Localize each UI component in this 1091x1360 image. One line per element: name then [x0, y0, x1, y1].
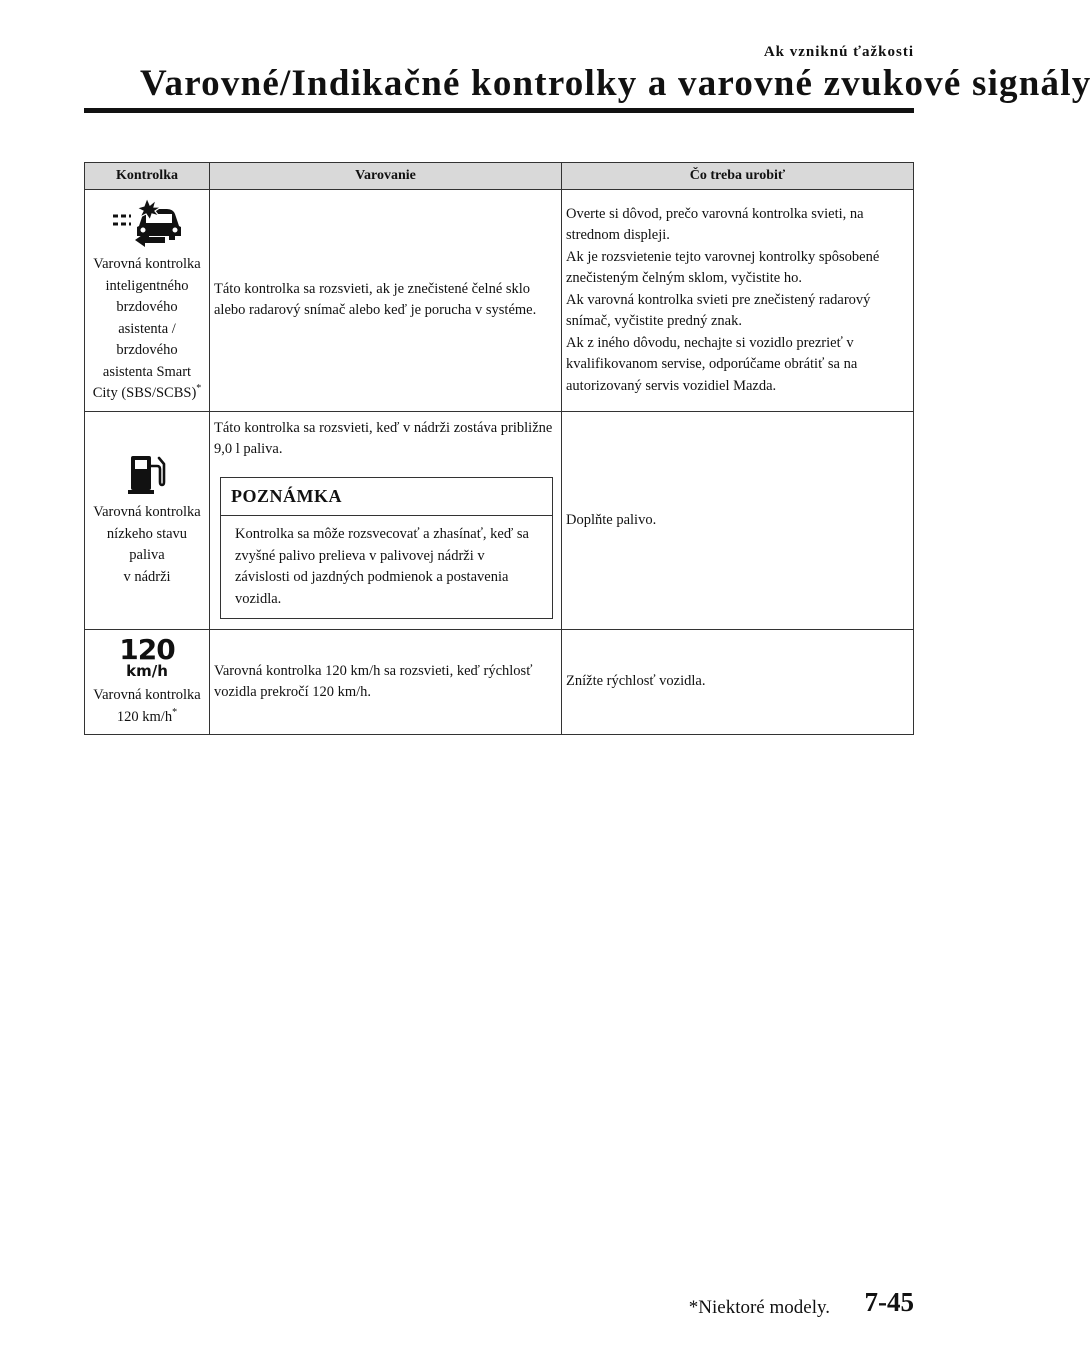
- action-text: Ak je rozsvietenie tejto varovnej kontrolky spôsobené znečisteným čelným sklom, vyčistite ho.: [566, 248, 880, 286]
- light-name: Varovná kontrolka inteligentného brzdového asistenta / brzdového asistenta Smart City (SBS/SCBS): [92, 256, 201, 401]
- title-rule: [84, 108, 914, 113]
- section-label: Ak vzniknú ťažkosti: [763, 44, 914, 60]
- warning-text: Táto kontrolka sa rozsvieti, ak je znečistené čelné sklo alebo radarový snímač alebo keď je porucha v systéme.: [214, 280, 537, 319]
- note-heading: POZNÁMKA: [221, 478, 552, 517]
- footnote-mark: *: [196, 383, 202, 395]
- warning-cell: [210, 411, 562, 630]
- action-text: Znížte rýchlosť vozidla.: [566, 673, 706, 690]
- action-text: Ak z iného dôvodu, nechajte si vozidlo prezrieť v kvalifikovanom servise, odporúčame obrátiť sa na autorizovaný servis vozidiel Mazda.: [566, 334, 858, 394]
- footnote-mark: *: [172, 706, 178, 718]
- column-header-warning: Varovanie: [210, 163, 562, 190]
- light-cell: [85, 190, 210, 412]
- light-cell: [85, 630, 210, 735]
- table-row: [85, 411, 914, 630]
- table-row: [85, 630, 914, 735]
- column-header-action: Čo treba urobiť: [562, 163, 914, 190]
- column-header-light: Kontrolka: [85, 163, 210, 190]
- light-name: Varovná kontrolka 120 km/h: [93, 687, 201, 725]
- warning-text: Varovná kontrolka 120 km/h sa rozsvieti, keď rýchlosť vozidla prekročí 120 km/h.: [214, 662, 533, 700]
- warning-lights-table: [84, 162, 914, 735]
- footnote: *Niektoré modely.: [688, 1297, 830, 1318]
- action-text: Doplňte palivo.: [566, 511, 657, 528]
- light-cell: [85, 411, 210, 630]
- warning-cell: [210, 190, 562, 412]
- speed-120-icon: [117, 633, 177, 680]
- action-text: Ak varovná kontrolka svieti pre znečistený radarový snímač, vyčistite predný znak.: [566, 291, 871, 329]
- note-text: Kontrolka sa môže rozsvecovať a zhasínať, keď sa zvyšné palivo prelieva v palivovej nádrži v závislosti od jazdných podmienok a postavenia vozidla.: [235, 526, 529, 607]
- note-box: [220, 477, 553, 620]
- warning-cell: [210, 630, 562, 735]
- action-cell: [562, 190, 914, 412]
- brake-assist-warning-icon: [109, 196, 185, 248]
- action-cell: [562, 630, 914, 735]
- warning-text: Táto kontrolka sa rozsvieti, keď v nádrži zostáva približne 9,0 l paliva.: [214, 419, 553, 457]
- action-text: Overte si dôvod, prečo varovná kontrolka svieti, na strednom displeji.: [566, 205, 864, 243]
- page-title: Varovné/Indikačné kontrolky a varovné zvukové signály: [140, 63, 1091, 104]
- table-row: [85, 190, 914, 412]
- light-name: Varovná kontrolka nízkeho stavu paliva v nádrži: [93, 504, 201, 585]
- speed-120-icon-number: 120: [119, 633, 175, 666]
- fuel-pump-icon: [125, 452, 169, 496]
- page-number: 7-45: [864, 1287, 914, 1317]
- action-cell: [562, 411, 914, 630]
- speed-120-icon-unit: km/h: [126, 662, 168, 680]
- table-header-row: [85, 163, 914, 190]
